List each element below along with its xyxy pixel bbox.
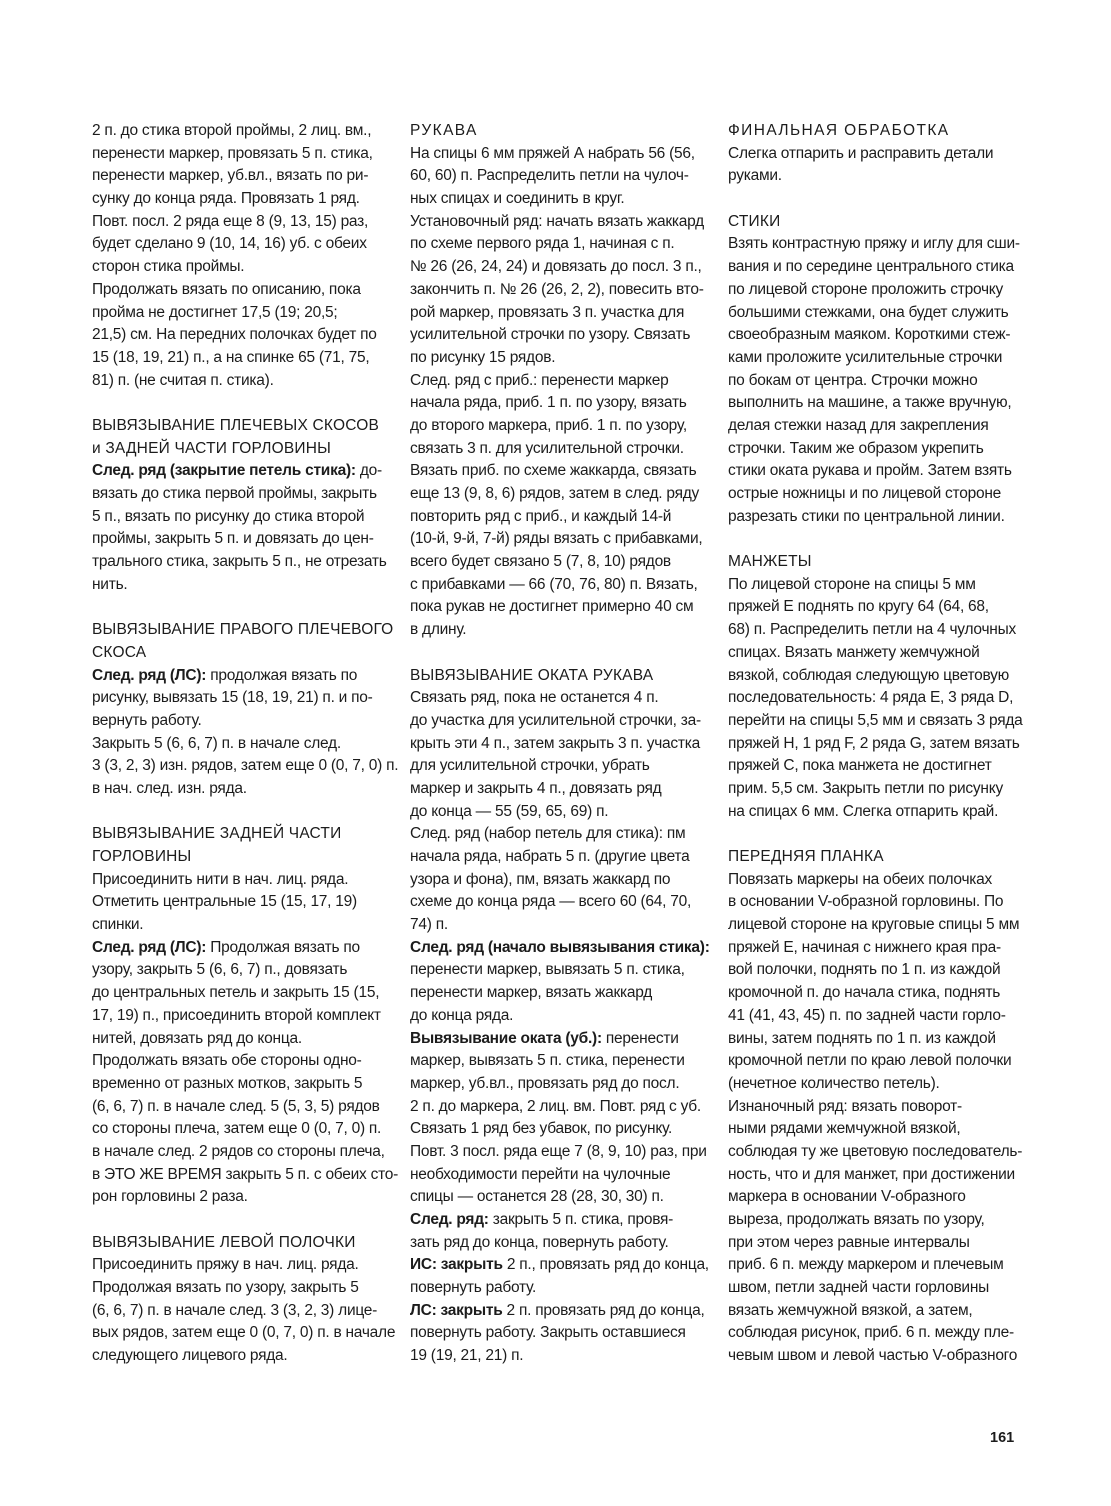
text-line: трального стика, закрыть 5 п., не отрезать bbox=[92, 553, 387, 571]
paragraph-spacer bbox=[410, 642, 710, 665]
text-line bbox=[410, 1028, 710, 1051]
bold-term: След. ряд (закрытие петель стика): bbox=[92, 462, 356, 480]
text-line: Отметить центральные 15 (15, 17, 19) bbox=[92, 893, 357, 911]
text-line: связать 3 п. для усилительной строчки. bbox=[410, 439, 684, 457]
text-line: усилительной строчки по узору. Связать bbox=[410, 326, 691, 344]
text-line: необходимости перейти на чулочные bbox=[410, 1165, 671, 1183]
text-line: выполнить на машине, а также вручную, bbox=[728, 394, 1012, 412]
text-line: начала ряда, приб. 1 п. по узору, вязать bbox=[410, 394, 687, 412]
text-line: прим. 5,5 см. Закрыть петли по рисунку bbox=[728, 779, 1003, 797]
text-line: пряжей Е поднять по кругу 64 (64, 68, bbox=[728, 598, 989, 616]
line-text: до- bbox=[355, 462, 382, 480]
line-text: перенести bbox=[601, 1029, 679, 1047]
section-heading: ВЫВЯЗЫВАНИЕ ОКАТА РУКАВА bbox=[410, 666, 654, 684]
text-line: следующего лицевого ряда. bbox=[92, 1347, 288, 1365]
text-line: по бокам от центра. Строчки можно bbox=[728, 371, 978, 389]
text-line bbox=[410, 1254, 710, 1277]
section-heading: и ЗАДНЕЙ ЧАСТИ ГОРЛОВИНЫ bbox=[92, 439, 332, 457]
text-line: пряжей Е, начиная с нижнего края пра- bbox=[728, 938, 1001, 956]
text-line: 60, 60) п. Распределить петли на чулоч- bbox=[410, 167, 689, 185]
text-line: вязать жемчужной вязкой, а затем, bbox=[728, 1301, 973, 1319]
text-line: 15 (18, 19, 21) п., а на спинке 65 (71, 75, bbox=[92, 348, 370, 366]
text-line: в начале след. 2 рядов со стороны плеча, bbox=[92, 1142, 385, 1160]
bold-term: Вывязывание оката (уб.): bbox=[410, 1029, 602, 1047]
text-line: На спицы 6 мм пряжей А набрать 56 (56, bbox=[410, 144, 695, 162]
text-line: в нач. след. изн. ряда. bbox=[92, 779, 247, 797]
text-line: спицах. Вязать манжету жемчужной bbox=[728, 643, 980, 661]
text-line: 81) п. (не считая п. стика). bbox=[92, 371, 274, 389]
text-line: (6, 6, 7) п. в начале след. 5 (5, 3, 5) рядов bbox=[92, 1097, 380, 1115]
paragraph-spacer bbox=[92, 596, 392, 619]
text-line: будет сделано 9 (10, 14, 16) уб. с обеих bbox=[92, 235, 367, 253]
text-line: еще 13 (9, 8, 6) рядов, затем в след. ряду bbox=[410, 485, 700, 502]
bold-term: След. ряд: bbox=[410, 1211, 489, 1228]
text-line: перенести маркер, вязать жаккард bbox=[410, 984, 653, 1002]
text-line: (нечетное количество петель). bbox=[728, 1074, 940, 1092]
paragraph-spacer bbox=[92, 392, 392, 415]
text-line: перенести маркер, уб.вл., вязать по ри- bbox=[92, 167, 369, 185]
section-heading: ФИНАЛЬНАЯ ОБРАБОТКА bbox=[728, 122, 950, 139]
paragraph-spacer bbox=[728, 188, 1028, 211]
line-text: 2 п. провязать ряд до конца, bbox=[502, 1301, 705, 1319]
text-line: повторить ряд с приб., и каждый 14-й bbox=[410, 507, 672, 525]
text-line: ными рядами жемчужной вязкой, bbox=[728, 1120, 961, 1138]
text-line: нитей, довязать ряд до конца. bbox=[92, 1029, 302, 1047]
text-line: крыть эти 4 п., затем закрыть 3 п. участка bbox=[410, 734, 701, 752]
line-text: 2 п., провязать ряд до конца, bbox=[502, 1256, 709, 1274]
text-line: вых рядов, затем еще 0 (0, 7, 0) п. в начале bbox=[92, 1324, 396, 1342]
text-line: Вязать приб. по схеме жаккарда, связать bbox=[410, 462, 697, 480]
text-line: 74) п. bbox=[410, 916, 448, 934]
text-line: узору, закрыть 5 (6, 6, 7) п., довязать bbox=[92, 961, 348, 979]
text-line: ных спицах и соединить в круг. bbox=[410, 190, 625, 208]
text-line: пряжей H, 1 ряд F, 2 ряда G, затем вязать bbox=[728, 734, 1020, 752]
text-line bbox=[410, 1209, 710, 1232]
text-line: до конца ряда. bbox=[410, 1006, 514, 1024]
text-line: Слегка отпарить и расправить детали bbox=[728, 144, 994, 162]
text-line: спицы — останется 28 (28, 30, 30) п. bbox=[410, 1188, 664, 1206]
text-line: со стороны плеча, затем еще 0 (0, 7, 0) п. bbox=[92, 1120, 382, 1138]
text-line: маркера в основании V-образного bbox=[728, 1188, 966, 1206]
text-line: узора и фона), пм, вязать жаккард по bbox=[410, 870, 671, 888]
text-line: вязать до стика первой проймы, закрыть bbox=[92, 485, 377, 502]
text-line: Повт. 3 посл. ряда еще 7 (8, 9, 10) раз, при bbox=[410, 1142, 707, 1160]
text-line: рисунку, вывязать 15 (18, 19, 21) п. и по- bbox=[92, 689, 373, 707]
text-line: След. ряд с приб.: перенести маркер bbox=[410, 371, 669, 389]
text-line: соблюдая рисунок, приб. 6 п. между пле- bbox=[728, 1324, 1014, 1342]
text-line: рон горловины 2 раза. bbox=[92, 1188, 248, 1206]
text-line: След. ряд (набор петель для стика): пм bbox=[410, 825, 686, 843]
section-heading: ВЫВЯЗЫВАНИЕ ПРАВОГО ПЛЕЧЕВОГО bbox=[92, 621, 394, 639]
text-line: 41 (41, 43, 45) п. по задней части горло- bbox=[728, 1006, 1006, 1024]
text-line: вой полочки, поднять по 1 п. из каждой bbox=[728, 961, 1001, 979]
text-line: маркер, вывязать 5 п. стика, перенести bbox=[410, 1052, 685, 1070]
text-line: Связать ряд, пока не останется 4 п. bbox=[410, 689, 659, 707]
text-line: пряжей С, пока манжета не достигнет bbox=[728, 757, 992, 775]
text-line: Связать 1 ряд без убавок, по рисунку. bbox=[410, 1120, 673, 1138]
text-column-right bbox=[728, 120, 1028, 1368]
paragraph-spacer bbox=[92, 1209, 392, 1232]
text-line: по схеме первого ряда 1, начиная с п. bbox=[410, 235, 675, 253]
section-heading: СТИКИ bbox=[728, 212, 781, 230]
text-line: вания и по середине центрального стика bbox=[728, 258, 1014, 276]
text-line: Изнаночный ряд: вязать поворот- bbox=[728, 1097, 962, 1115]
bold-term: След. ряд (ЛС): bbox=[92, 938, 207, 956]
text-line: на спицах 6 мм. Слегка отпарить край. bbox=[728, 802, 999, 820]
text-line: всего будет связано 5 (7, 8, 10) рядов bbox=[410, 553, 671, 571]
bold-term: След. ряд (начало вывязывания стика): bbox=[410, 938, 710, 956]
text-line: перейти на спицы 5,5 мм и связать 3 ряда bbox=[728, 711, 1023, 729]
text-line: в ЭТО ЖЕ ВРЕМЯ закрыть 5 п. с обеих сто- bbox=[92, 1165, 399, 1183]
text-line: начала ряда, набрать 5 п. (другие цвета bbox=[410, 848, 690, 865]
section-heading: ВЫВЯЗЫВАНИЕ ЛЕВОЙ ПОЛОЧКИ bbox=[92, 1233, 356, 1251]
text-line: выреза, продолжать вязать по узору, bbox=[728, 1211, 985, 1228]
text-line: вины, затем поднять по 1 п. из каждой bbox=[728, 1029, 996, 1047]
text-line: № 26 (26, 24, 24) и довязать до посл. 3 п., bbox=[410, 258, 702, 276]
paragraph-spacer bbox=[92, 801, 392, 824]
text-line: пока рукав не достигнет примерно 40 см bbox=[410, 598, 694, 616]
text-line: Присоединить нити в нач. лиц. ряда. bbox=[92, 870, 349, 888]
text-line: по рисунку 15 рядов. bbox=[410, 348, 556, 366]
text-line: сунку до конца ряда. Провязать 1 ряд. bbox=[92, 190, 360, 208]
text-line: перенести маркер, провязать 5 п. стика, bbox=[92, 144, 373, 162]
text-line: лицевой стороне на круговые спицы 5 мм bbox=[728, 916, 1020, 934]
text-line: ками проложите усилительные строчки bbox=[728, 348, 1003, 366]
text-line: 3 (3, 2, 3) изн. рядов, затем еще 0 (0, 7, 0) п. bbox=[92, 757, 399, 775]
text-line: спинки. bbox=[92, 916, 144, 934]
text-line: 19 (19, 21, 21) п. bbox=[410, 1347, 524, 1365]
text-line: 21,5) см. На передних полочках будет по bbox=[92, 326, 377, 344]
line-text: продолжая вязать по bbox=[206, 666, 358, 684]
page-number: 161 bbox=[990, 1430, 1015, 1446]
text-line: до конца — 55 (59, 65, 69) п. bbox=[410, 802, 609, 820]
text-line: повернуть работу. bbox=[410, 1279, 537, 1297]
text-line: последовательность: 4 ряда E, 3 ряда D, bbox=[728, 689, 1014, 707]
text-line: Установочный ряд: начать вязать жаккард bbox=[410, 212, 704, 230]
section-heading: СКОСА bbox=[92, 643, 147, 661]
bold-term: ИС: закрыть bbox=[410, 1256, 503, 1274]
text-line: пройма не достигнет 17,5 (19; 20,5; bbox=[92, 303, 338, 321]
text-line: повернуть работу. Закрыть оставшиеся bbox=[410, 1324, 686, 1342]
text-line: рой маркер, провязать 3 п. участка для bbox=[410, 303, 685, 321]
text-line: швом, петли задней части горловины bbox=[728, 1279, 990, 1297]
text-line: в длину. bbox=[410, 621, 467, 639]
text-line: разрезать стики по центральной линии. bbox=[728, 507, 1005, 525]
text-line: Повязать маркеры на обеих полочках bbox=[728, 870, 993, 888]
text-line: с прибавками — 66 (70, 76, 80) п. Вязать, bbox=[410, 575, 698, 593]
paragraph-spacer bbox=[728, 528, 1028, 551]
text-line: соблюдая ту же цветовую последователь- bbox=[728, 1142, 1023, 1160]
text-line: Взять контрастную пряжу и иглу для сши- bbox=[728, 235, 1020, 253]
paragraph-spacer bbox=[728, 823, 1028, 846]
bold-term: ЛС: закрыть bbox=[410, 1301, 503, 1319]
text-column-left bbox=[92, 120, 399, 1368]
text-line: руками. bbox=[728, 167, 782, 185]
text-line: для усилительной строчки, убрать bbox=[410, 757, 650, 775]
text-line: (10-й, 9-й, 7-й) ряды вязать с прибавками, bbox=[410, 530, 703, 548]
text-line: зать ряд до конца, повернуть работу. bbox=[410, 1233, 669, 1251]
text-line: большими стежками, она будет служить bbox=[728, 303, 1009, 321]
section-heading: МАНЖЕТЫ bbox=[728, 553, 812, 571]
text-line: своеобразным маяком. Короткими стеж- bbox=[728, 326, 1011, 344]
text-line bbox=[410, 937, 710, 960]
text-line: стики оката рукава и пройм. Затем взять bbox=[728, 462, 1012, 480]
text-line: 17, 19) п., присоединить второй комплект bbox=[92, 1006, 381, 1024]
text-line: строчки. Таким же образом укрепить bbox=[728, 439, 984, 457]
bold-term: След. ряд (ЛС): bbox=[92, 666, 207, 684]
text-line: маркер и закрыть 4 п., довязать ряд bbox=[410, 779, 662, 797]
text-line: в основании V-образной горловины. По bbox=[728, 893, 1004, 911]
section-heading: ВЫВЯЗЫВАНИЕ ПЛЕЧЕВЫХ СКОСОВ bbox=[92, 416, 380, 434]
text-line: острые ножницы и по лицевой стороне bbox=[728, 485, 1001, 502]
text-line: Закрыть 5 (6, 6, 7) п. в начале след. bbox=[92, 734, 341, 752]
text-line: вернуть работу. bbox=[92, 711, 202, 729]
line-text: Продолжая вязать по bbox=[206, 938, 360, 956]
text-line: закончить п. № 26 (26, 2, 2), повесить вто- bbox=[410, 280, 704, 298]
text-line: по лицевой стороне проложить строчку bbox=[728, 280, 1004, 298]
text-line: маркер, уб.вл., провязать ряд до посл. bbox=[410, 1074, 680, 1092]
text-line: 2 п. до маркера, 2 лиц. вм. Повт. ряд с уб. bbox=[410, 1097, 701, 1115]
text-line: вязкой, соблюдая следующую цветовую bbox=[728, 666, 1010, 684]
text-line: чевым швом и левой частью V-образного bbox=[728, 1347, 1018, 1365]
section-heading: ГОРЛОВИНЫ bbox=[92, 848, 192, 865]
text-line: делая стежки назад для закрепления bbox=[728, 416, 989, 434]
text-line: проймы, закрыть 5 п. и довязать до цен- bbox=[92, 530, 374, 548]
text-line: до второго маркера, приб. 1 п. по узору, bbox=[410, 416, 687, 434]
text-line: перенести маркер, вывязать 5 п. стика, bbox=[410, 961, 685, 979]
text-line: Присоединить пряжу в нач. лиц. ряда. bbox=[92, 1256, 359, 1274]
text-line: 2 п. до стика второй проймы, 2 лиц. вм., bbox=[92, 122, 372, 139]
text-line: до участка для усилительной строчки, за- bbox=[410, 711, 701, 729]
text-line: ность, что и для манжет, при достижении bbox=[728, 1165, 1015, 1183]
text-line: до центральных петель и закрыть 15 (15, bbox=[92, 984, 380, 1002]
text-line: схеме до конца ряда — всего 60 (64, 70, bbox=[410, 893, 692, 911]
section-heading: ПЕРЕДНЯЯ ПЛАНКА bbox=[728, 848, 884, 865]
text-line: 68) п. Распределить петли на 4 чулочных bbox=[728, 621, 1016, 639]
text-line: сторон стика проймы. bbox=[92, 258, 245, 276]
text-line: кромочной п. до начала стика, поднять bbox=[728, 984, 1001, 1002]
text-line: приб. 6 п. между маркером и плечевым bbox=[728, 1256, 1004, 1274]
text-line: 5 п., вязать по рисунку до стика второй bbox=[92, 507, 365, 525]
text-line: Продолжать вязать обе стороны одно- bbox=[92, 1052, 362, 1070]
text-line: кромочной петли по краю левой полочки bbox=[728, 1052, 1012, 1070]
text-line bbox=[92, 460, 392, 483]
section-heading: РУКАВА bbox=[410, 122, 478, 139]
text-line: временно от разных мотков, закрыть 5 bbox=[92, 1074, 363, 1092]
text-line: Продолжать вязать по описанию, пока bbox=[92, 280, 361, 298]
text-line: нить. bbox=[92, 575, 128, 593]
line-text: закрыть 5 п. стика, провя- bbox=[488, 1211, 674, 1228]
section-heading: ВЫВЯЗЫВАНИЕ ЗАДНЕЙ ЧАСТИ bbox=[92, 825, 342, 843]
text-column-middle bbox=[410, 120, 710, 1368]
text-line: (6, 6, 7) п. в начале след. 3 (3, 2, 3) лице- bbox=[92, 1301, 378, 1319]
text-line bbox=[92, 665, 392, 688]
text-line bbox=[410, 1300, 710, 1323]
text-line: По лицевой стороне на спицы 5 мм bbox=[728, 575, 976, 593]
text-line: Повт. посл. 2 ряда еще 8 (9, 13, 15) раз, bbox=[92, 212, 369, 230]
text-line bbox=[92, 937, 392, 960]
text-line: при этом через равные интервалы bbox=[728, 1233, 970, 1251]
text-line: Продолжая вязать по узору, закрыть 5 bbox=[92, 1279, 359, 1297]
